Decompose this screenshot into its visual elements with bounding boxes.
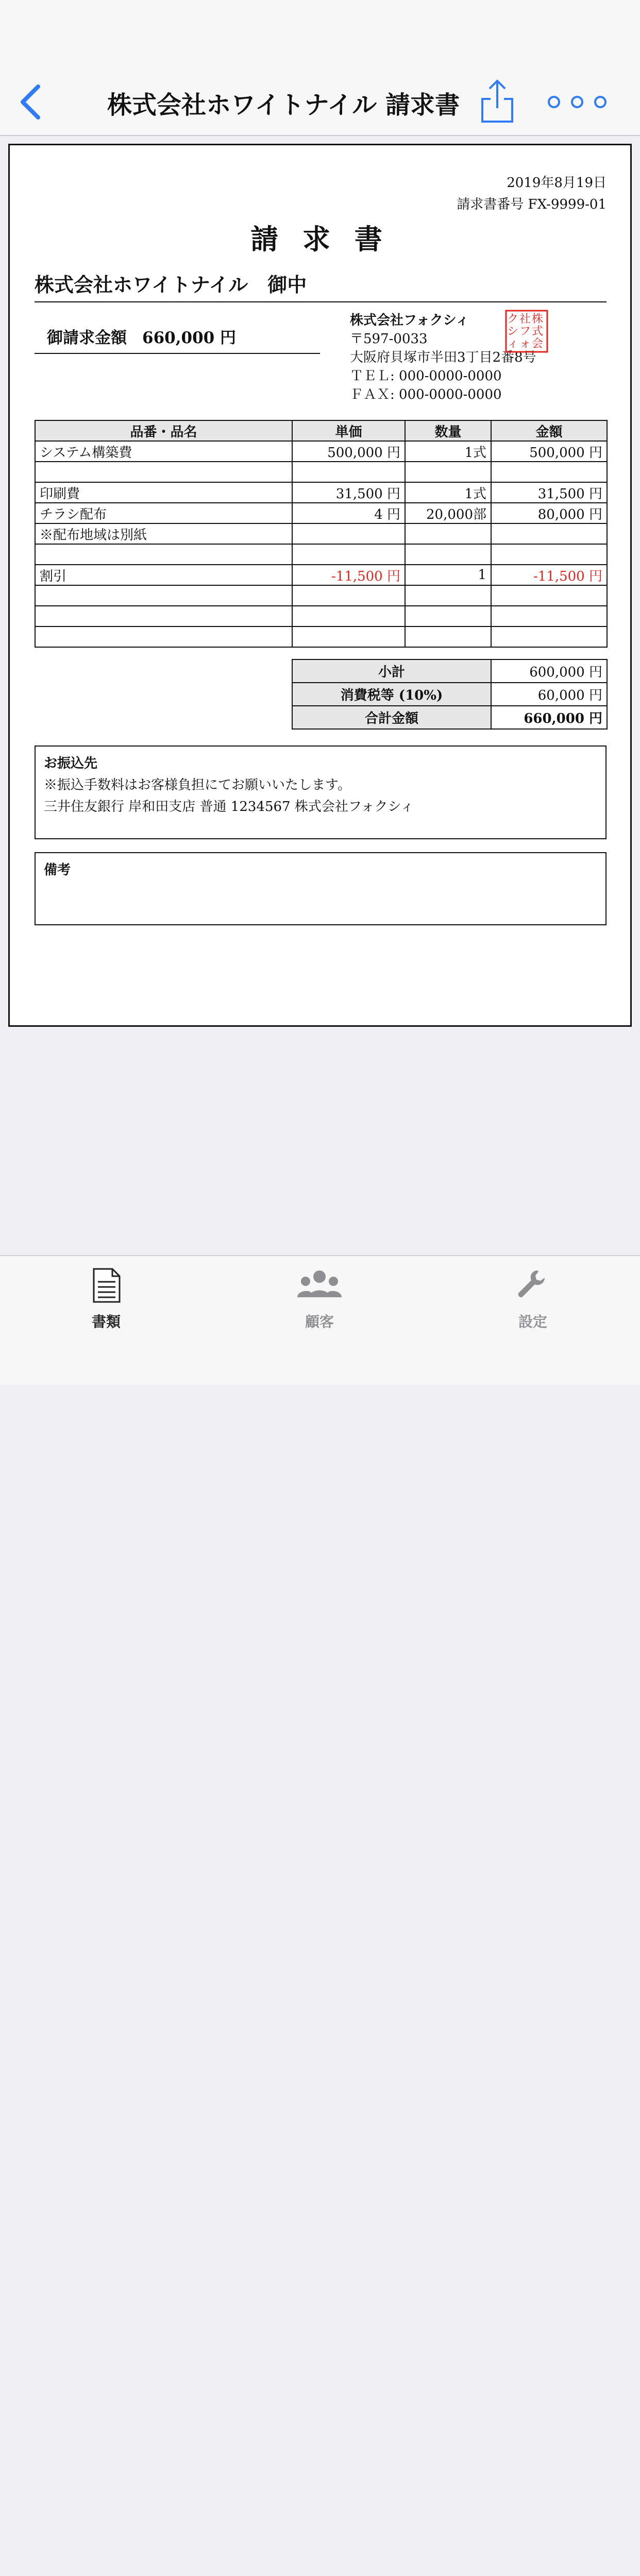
- ellipsis-icon: [544, 92, 611, 112]
- header-item-name: 品番・品名: [35, 420, 292, 441]
- item-name: [35, 462, 292, 482]
- item-qty: [405, 462, 491, 482]
- item-price: [292, 606, 405, 626]
- tab-customers-label: 顧客: [305, 1313, 334, 1330]
- table-header-row: [35, 420, 607, 441]
- table-row: [35, 503, 607, 523]
- item-price: 500,000 円: [292, 441, 405, 462]
- item-price: [292, 626, 405, 647]
- item-qty: [405, 585, 491, 606]
- item-name: ※配布地域は別紙: [35, 523, 292, 544]
- issuer-company: 株式会社フォクシィ: [350, 313, 469, 328]
- item-price: [292, 462, 405, 482]
- table-row: [35, 606, 607, 626]
- item-amount: 500,000 円: [491, 441, 607, 462]
- table-row: [35, 585, 607, 606]
- svg-text:会: 会: [531, 337, 544, 350]
- item-name: 割引: [35, 565, 292, 585]
- tax-label: 消費税等 (10%): [292, 683, 491, 706]
- billing-amount-label: 御請求金額: [47, 329, 127, 347]
- item-price: [292, 523, 405, 544]
- item-name: チラシ配布: [35, 503, 292, 523]
- table-row: [35, 462, 607, 482]
- remarks-box: [35, 852, 607, 925]
- bank-fee-note: ※振込手数料はお客様負担にてお願いいたします。: [44, 777, 351, 793]
- total-value: 660,000 円: [491, 706, 607, 729]
- totals-table: [292, 659, 608, 730]
- subtotal-row: [292, 659, 607, 683]
- item-qty: 1式: [405, 482, 491, 503]
- item-amount: [491, 462, 607, 482]
- tab-settings[interactable]: [481, 1267, 584, 1331]
- item-amount: [491, 626, 607, 647]
- table-row: [35, 523, 607, 544]
- table-row: [35, 626, 607, 647]
- item-qty: [405, 626, 491, 647]
- item-amount: [491, 544, 607, 565]
- item-qty: [405, 544, 491, 565]
- item-price: [292, 544, 405, 565]
- subtotal-value: 600,000 円: [491, 659, 607, 683]
- item-name: システム構築費: [35, 441, 292, 462]
- issuer-fax: ＦＡＸ: 000-0000-0000: [350, 387, 502, 402]
- tab-customers[interactable]: [268, 1267, 371, 1331]
- item-amount: 31,500 円: [491, 482, 607, 503]
- item-amount: [491, 523, 607, 544]
- svg-text:ィ: ィ: [507, 337, 519, 350]
- tab-bar: [0, 1255, 640, 1385]
- item-amount: [491, 606, 607, 626]
- more-button[interactable]: [544, 92, 611, 112]
- table-row: [35, 482, 607, 503]
- item-amount: 80,000 円: [491, 503, 607, 523]
- table-row: [35, 544, 607, 565]
- item-name: [35, 626, 292, 647]
- people-icon: [296, 1267, 343, 1303]
- recipient-name: 株式会社ホワイトナイル 御中: [35, 269, 607, 302]
- line-items-table: [35, 420, 608, 648]
- table-row: [35, 441, 607, 462]
- total-label: 合計金額: [292, 706, 491, 729]
- back-button[interactable]: [15, 82, 46, 122]
- document-icon: [91, 1267, 122, 1303]
- issuer-address: 大阪府貝塚市半田3丁目2番8号: [350, 350, 536, 365]
- header-amount: 金額: [491, 420, 607, 441]
- billing-amount-value: 660,000 円: [142, 329, 237, 347]
- svg-text:ク: ク: [507, 313, 519, 326]
- tab-documents-label: 書類: [91, 1313, 121, 1330]
- subtotal-label: 小計: [292, 659, 491, 683]
- invoice-number: 請求書番号 FX-9999-01: [457, 197, 607, 212]
- remarks-title: 備考: [44, 862, 71, 878]
- page-title: 株式会社ホワイトナイル 請求書: [107, 91, 460, 120]
- item-price: [292, 585, 405, 606]
- svg-text:ォ: ォ: [519, 337, 531, 350]
- share-icon: [479, 78, 515, 125]
- chevron-left-icon: [15, 82, 46, 122]
- svg-text:式: 式: [531, 325, 544, 338]
- tax-row: [292, 683, 607, 706]
- total-row: [292, 706, 607, 729]
- item-qty: 1: [405, 565, 491, 585]
- table-row: [35, 565, 607, 585]
- share-button[interactable]: [479, 78, 515, 125]
- item-price: 4 円: [292, 503, 405, 523]
- invoice-heading: 請 求 書: [250, 223, 390, 256]
- tax-value: 60,000 円: [491, 683, 607, 706]
- company-seal-stamp: [504, 309, 549, 353]
- item-qty: [405, 523, 491, 544]
- bank-title: お振込先: [44, 756, 98, 771]
- header-quantity: 数量: [405, 420, 491, 441]
- item-name: [35, 544, 292, 565]
- bank-transfer-box: [35, 745, 607, 839]
- svg-text:シ: シ: [507, 325, 519, 338]
- billing-amount: [35, 325, 320, 354]
- issuer-tel: ＴＥＬ: 000-0000-0000: [350, 368, 502, 384]
- tab-settings-label: 設定: [518, 1313, 547, 1330]
- svg-text:株: 株: [531, 313, 544, 326]
- item-amount: -11,500 円: [491, 565, 607, 585]
- header-unit-price: 単価: [292, 420, 405, 441]
- item-name: 印刷費: [35, 482, 292, 503]
- item-price: 31,500 円: [292, 482, 405, 503]
- item-name: [35, 606, 292, 626]
- svg-text:フ: フ: [519, 325, 531, 338]
- item-qty: 1式: [405, 441, 491, 462]
- item-qty: 20,000部: [405, 503, 491, 523]
- item-name: [35, 585, 292, 606]
- invoice-date: 2019年8月19日: [507, 175, 607, 191]
- wrench-icon: [515, 1267, 551, 1303]
- svg-text:社: 社: [519, 313, 531, 326]
- item-price: -11,500 円: [292, 565, 405, 585]
- navigation-bar: [0, 0, 640, 136]
- tab-documents[interactable]: [55, 1267, 158, 1331]
- bank-account: 三井住友銀行 岸和田支店 普通 1234567 株式会社フォクシィ: [44, 799, 414, 815]
- item-qty: [405, 606, 491, 626]
- issuer-postal: 〒597-0033: [350, 331, 428, 347]
- item-amount: [491, 585, 607, 606]
- invoice-document: [8, 144, 632, 1027]
